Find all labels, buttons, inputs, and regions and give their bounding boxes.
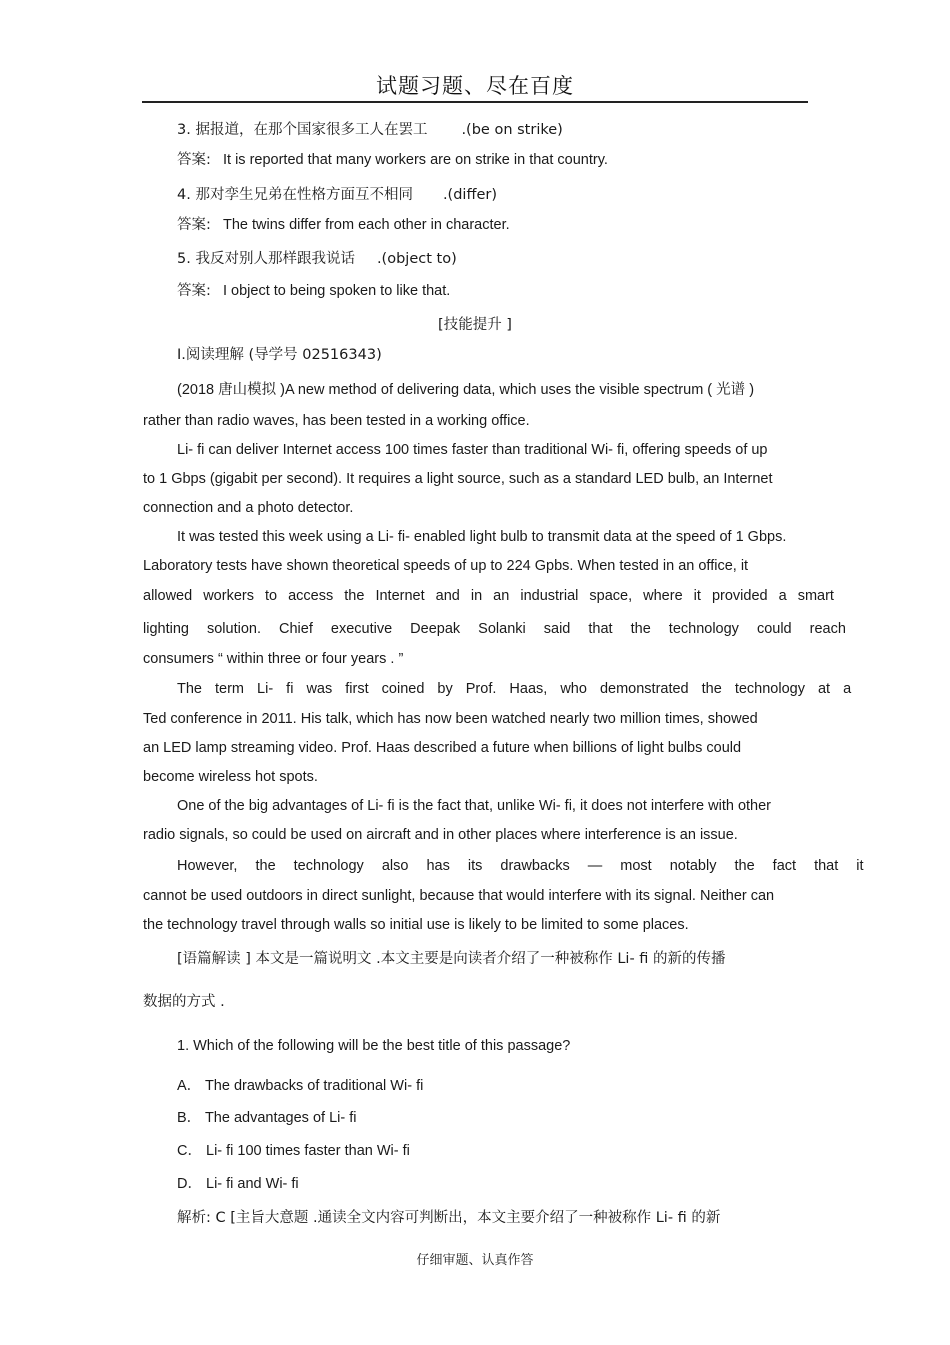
passage-line: allowed workers to access the Internet and in an industrial space, where it provided a smart [143, 588, 834, 604]
passage-line: to 1 Gbps (gigabit per second). It requires a light source, such as a standard LED bulb, an Internet [143, 471, 773, 487]
passage-line: consumers “ within three or four years . ” [143, 651, 404, 667]
translation-question-4: 4. 那对孪生兄弟在性格方面互不相同 .(differ) [177, 187, 497, 203]
passage-line: It was tested this week using a Li- fi- enabled light bulb to transmit data at the speed of 1 Gbps. [177, 529, 787, 545]
passage-line: become wireless hot spots. [143, 769, 318, 785]
passage-line: cannot be used outdoors in direct sunlight, because that would interfere with its signal. Neither can [143, 888, 775, 904]
passage-line: an LED lamp streaming video. Prof. Haas described a future when billions of light bulbs could [143, 740, 742, 756]
translation-answer-5: 答案: I object to being spoken to like that. [177, 283, 451, 299]
passage-line: radio signals, so could be used on aircraft and in other places where interference is an issue. [143, 827, 738, 843]
answer-option-a: A． The drawbacks of traditional Wi- fi [177, 1078, 424, 1094]
translation-answer-4: 答案: The twins differ from each other in character. [177, 217, 510, 233]
passage-line: One of the big advantages of Li- fi is the fact that, unlike Wi- fi, it does not interfere with other [177, 798, 772, 814]
passage-commentary: [语篇解读 ] 本文是一篇说明文 .本文主要是向读者介绍了一种被称作 Li- fi 的新的传播 [177, 951, 726, 967]
translation-question-5: 5. 我反对别人那样跟我说话 .(object to) [177, 251, 457, 267]
passage-commentary-continued: 数据的方式 . [143, 994, 225, 1010]
passage-line: Ted conference in 2011. His talk, which has now been watched nearly two million times, showed [143, 711, 758, 727]
passage-line: rather than radio waves, has been tested in a working office. [143, 413, 530, 429]
question-stem: 1. Which of the following will be the best title of this passage? [177, 1038, 571, 1054]
passage-line: However, the technology also has its drawbacks — most notably the fact that it [177, 858, 864, 874]
translation-answer-3: 答案: It is reported that many workers are on strike in that country. [177, 152, 608, 168]
passage-line: lighting solution. Chief executive Deepak Solanki said that the technology could reach [143, 621, 846, 637]
passage-line: Laboratory tests have shown theoretical speeds of up to 224 Gpbs. When tested in an office, it [143, 558, 749, 574]
passage-line: the technology travel through walls so initial use is likely to be limited to some places. [143, 917, 689, 933]
analysis-text: 解析: C [主旨大意题 .通读全文内容可判断出，本文主要介绍了一种被称作 Li- fi 的新 [177, 1210, 721, 1226]
answer-option-d: D． Li- fi and Wi- fi [177, 1176, 299, 1192]
passage-line: Li- fi can deliver Internet access 100 times faster than traditional Wi- fi, offering speeds of up [177, 442, 768, 458]
page-header-title: 试题习题、尽在百度 [376, 74, 574, 98]
page-footer: 仔细审题、认真作答 [416, 1253, 534, 1268]
passage-line: (2018 唐山模拟 )A new method of delivering data, which uses the visible spectrum ( 光谱 ) [177, 382, 755, 398]
section-heading: [技能提升 ] [438, 317, 512, 333]
translation-question-3: 3. 据报道，在那个国家很多工人在罢工 .(be on strike) [177, 122, 563, 138]
passage-line: connection and a photo detector. [143, 500, 354, 516]
passage-line: The term Li- fi was first coined by Prof. Haas, who demonstrated the technology at a [177, 681, 852, 697]
header-divider [142, 101, 808, 103]
answer-option-b: B． The advantages of Li- fi [177, 1110, 357, 1126]
reading-part-label: Ⅰ.阅读理解 (导学号 02516343) [177, 347, 382, 363]
answer-option-c: C． Li- fi 100 times faster than Wi- fi [177, 1143, 410, 1159]
